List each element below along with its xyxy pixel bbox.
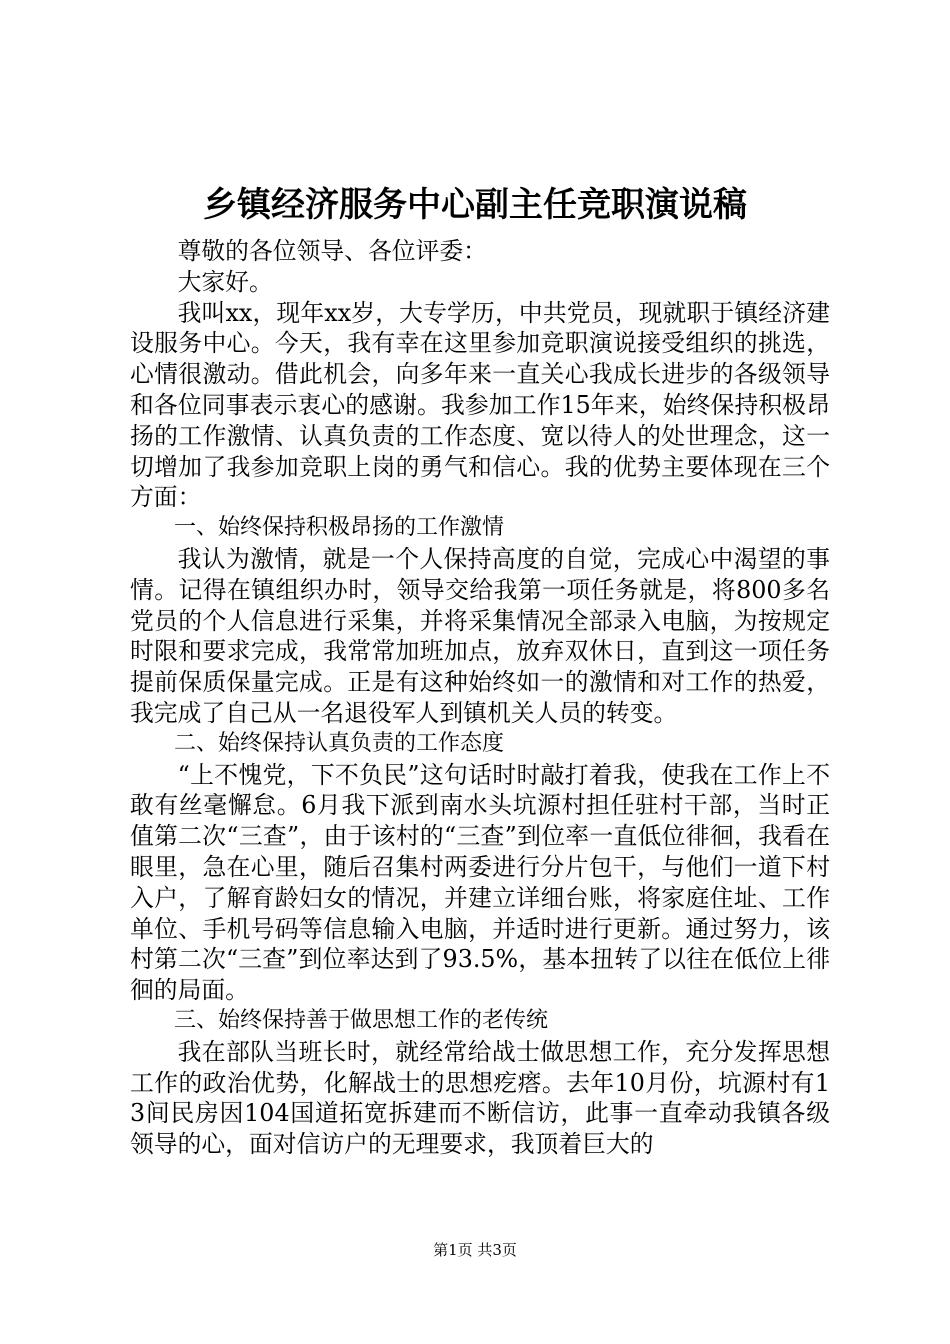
- section-paragraph-3: 我在部队当班长时，就经常给战士做思想工作，充分发挥思想工作的政治优势，化解战士的思想疙瘩。去年10月份，坑源村有13间民房因104国道拓宽拆建而不断信访，此事一直牵动我镇各级领导的心，面对信访户的无理要求，我顶着巨大的: [130, 1037, 830, 1159]
- section-heading-1: 一、始终保持积极昂扬的工作激情: [174, 515, 505, 541]
- document-title: 乡镇经济服务中心副主任竞职演说稿: [203, 185, 747, 225]
- document-body: [130, 236, 830, 1160]
- intro-paragraph: 我叫xx，现年xx岁，大专学历，中共党员，现就职于镇经济建设服务中心。今天，我有幸在这里参加竞职演说接受组织的挑选，心情很激动。借此机会，向多年来一直关心我成长进步的各级领导和各位同事表示衷心的感谢。我参加工作15年来，始终保持积极昂扬的工作激情、认真负责的工作态度、宽以待人的处世理念，这一切增加了我参加竞职上岗的勇气和信心。我的优势主要体现在三个方面：: [130, 298, 830, 512]
- page-footer: 第1页 共3页: [433, 1241, 517, 1259]
- section-paragraph-2: “上不愧党，下不负民”这句话时时敲打着我，使我在工作上不敢有丝毫懈怠。6月我下派到南水头坑源村担任驻村干部，当时正值第二次“三查”，由于该村的“三查”到位率一直低位徘徊，我看在眼里，急在心里，随后召集村两委进行分片包干，与他们一道下村入户，了解育龄妇女的情况，并建立详细台账，将家庭住址、工作单位、手机号码等信息输入电脑，并适时进行更新。通过努力，该村第二次“三查”到位率达到了93.5%，基本扭转了以往在低位上徘徊的局面。: [130, 760, 830, 1005]
- section-heading-3: 三、始终保持善于做思想工作的老传统: [174, 1007, 549, 1033]
- greeting-paragraph: 尊敬的各位领导、各位评委：: [177, 237, 487, 265]
- section-heading-2: 二、始终保持认真负责的工作态度: [174, 730, 505, 756]
- section-paragraph-1: 我认为激情，就是一个人保持高度的自觉，完成心中渴望的事情。记得在镇组织办时，领导交给我第一项任务就是，将800多名党员的个人信息进行采集，并将采集情况全部录入电脑，为按规定时限和要求完成，我常常加班加点，放弃双休日，直到这一项任务提前保质保量完成。正是有这种始终如一的激情和对工作的热爱，我完成了自己从一名退役军人到镇机关人员的转变。: [130, 544, 830, 727]
- hello-paragraph: 大家好。: [177, 267, 273, 296]
